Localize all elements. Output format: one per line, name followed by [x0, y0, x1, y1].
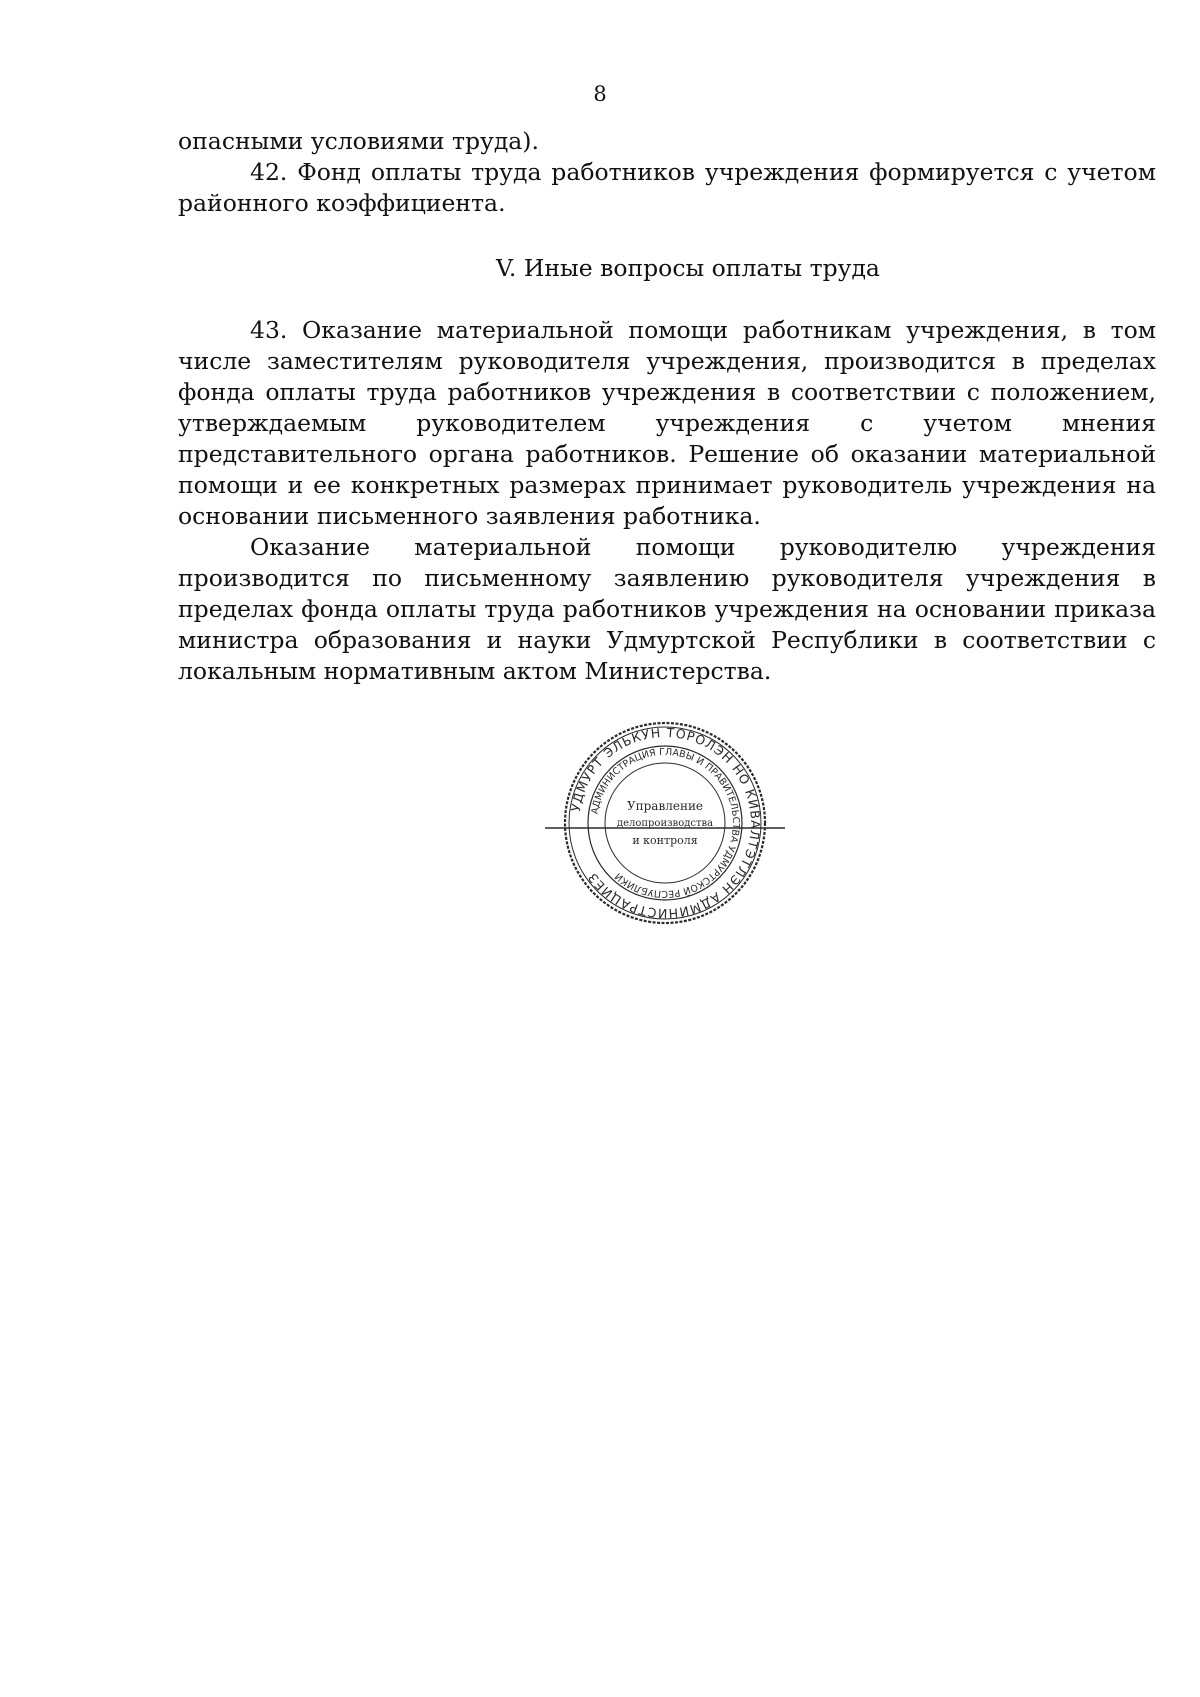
top-text-block	[178, 126, 1156, 219]
seal-center-line-1: Управление	[626, 799, 704, 813]
seal-outer-text: УДМУРТ ЭЛЬКУН ТОРОЛЭН НО КИВАЛТЭТЛЭН АДМИНИСТРАЦИЕЗ	[567, 724, 764, 922]
paragraph-43-continued: Оказание материальной помощи руководителю учреждения производится по письменному заявлению руководителя учреждения в пределах фонда оплаты труда работников учреждения на основании приказа министра образования и науки Удмуртской Республики в соответствии с локальным нормативным актом Министерства.	[178, 533, 1156, 685]
paragraph-43: 43. Оказание материальной помощи работникам учреждения, в том числе заместителям руководителя учреждения, производится в пределах фонда оплаты труда работников учреждения в соответствии с положением, утверждаемым руководителем учреждения с учетом мнения представительного органа работников. Решение об оказании материальной помощи и ее конкретных размерах принимает руководитель учреждения на основании письменного заявления работника.	[178, 316, 1156, 530]
paragraph-continuation: опасными условиями труда).	[178, 127, 539, 155]
section-heading: V. Иные вопросы оплаты труда	[496, 254, 880, 282]
seal-center-line-2: делопроизводства	[616, 818, 714, 829]
paragraph-42: 42. Фонд оплаты труда работников учреждения формируется с учетом районного коэффициента.	[178, 158, 1156, 217]
page-number: 8	[593, 82, 607, 106]
section-text-block	[178, 315, 1156, 687]
seal-inner-text: АДМИНИСТРАЦИЯ ГЛАВЫ И ПРАВИТЕЛЬСТВА УДМУРТСКОЙ РЕСПУБЛИКИ	[589, 746, 742, 900]
seal-center-line-3: и контроля	[632, 834, 698, 847]
official-seal	[545, 718, 785, 928]
